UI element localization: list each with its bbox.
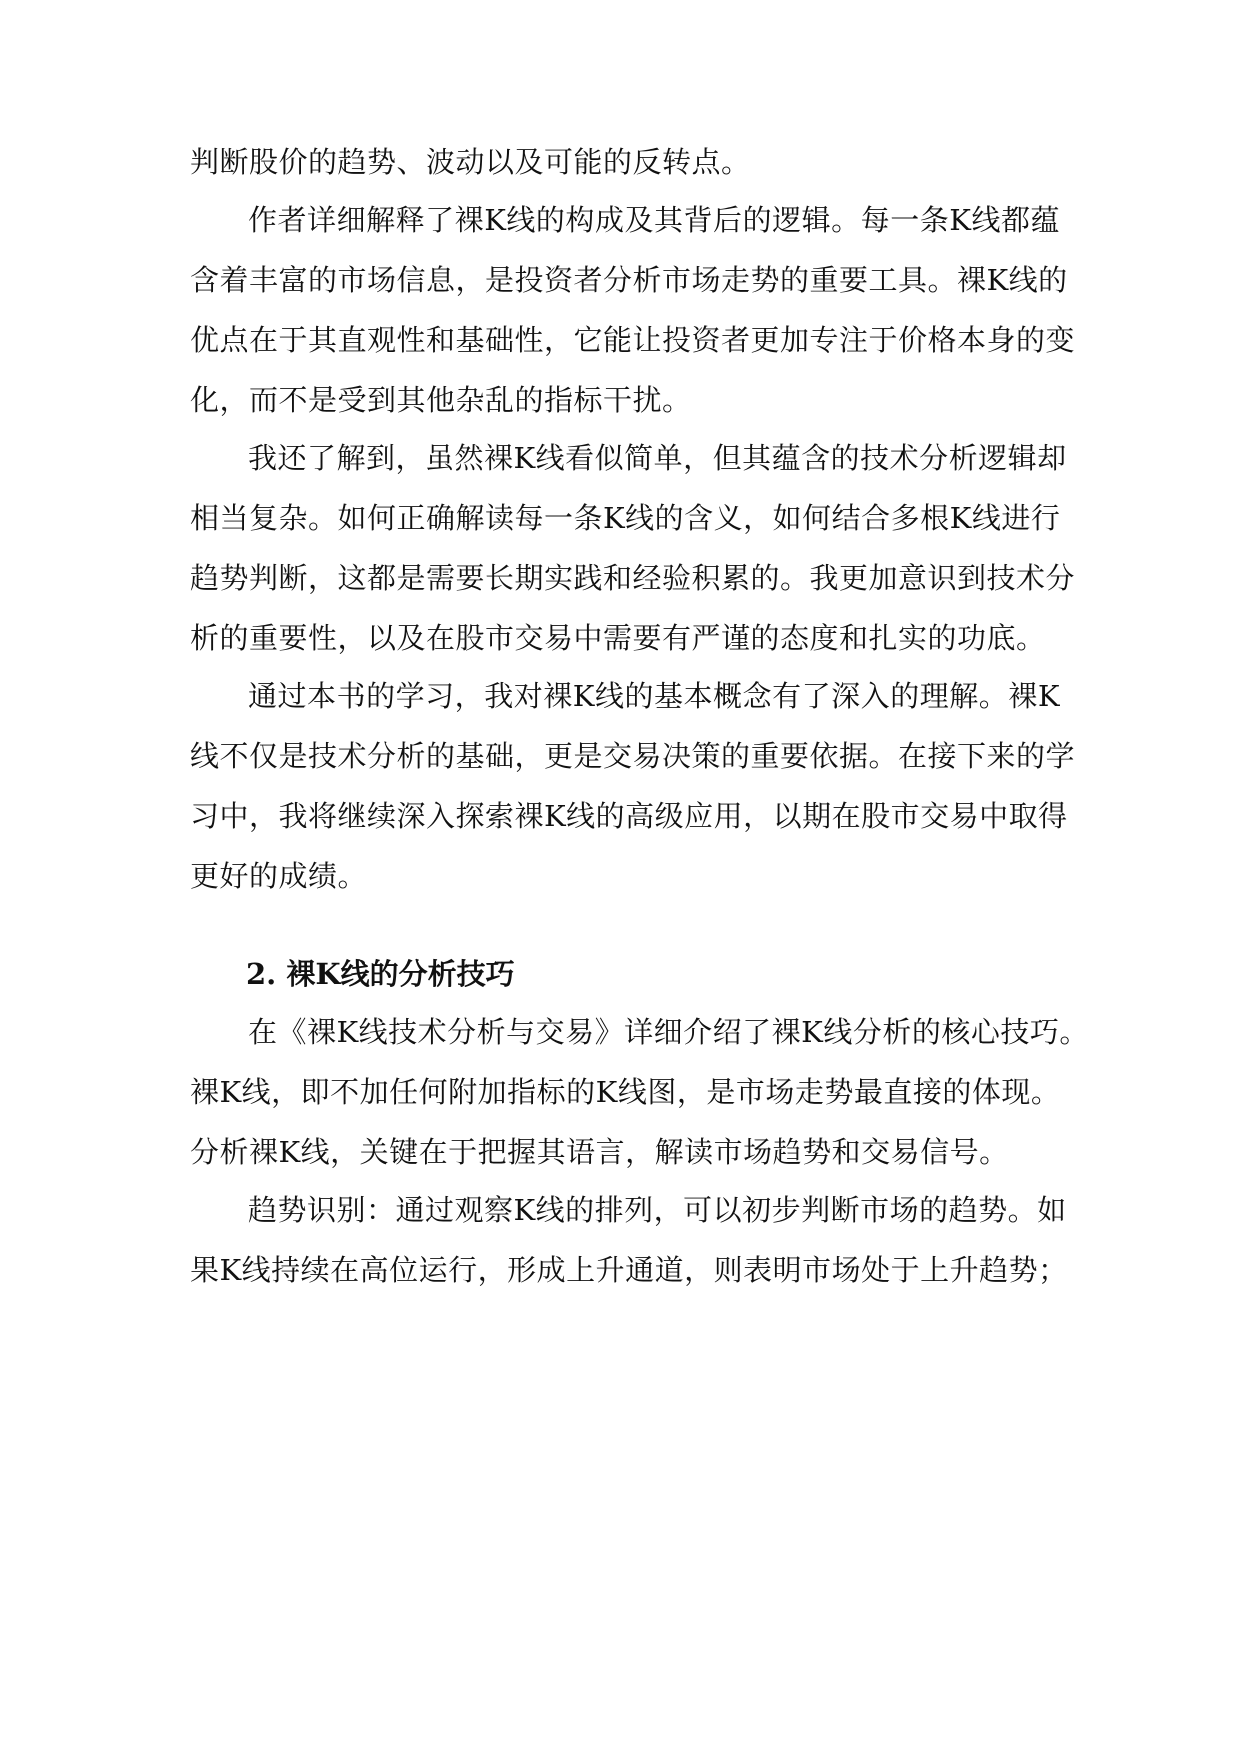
paragraph-4-line-1: 通过本书的学习，我对裸K线的基本概念有了深入的理解。裸K — [248, 679, 1060, 713]
paragraph-5-line-2: 裸K线，即不加任何附加指标的K线图，是市场走势最直接的体现。 — [190, 1075, 1061, 1109]
paragraph-6-line-2: 果K线持续在高位运行，形成上升通道，则表明市场处于上升趋势； — [190, 1253, 1068, 1287]
paragraph-3-line-2: 相当复杂。如何正确解读每一条K线的含义，如何结合多根K线进行 — [190, 501, 1061, 535]
paragraph-5-line-3: 分析裸K线，关键在于把握其语言，解读市场趋势和交易信号。 — [190, 1135, 1009, 1169]
paragraph-1-line-1: 判断股价的趋势、波动以及可能的反转点。 — [190, 145, 751, 179]
paragraph-2-line-3: 优点在于其直观性和基础性，它能让投资者更加专注于价格本身的变 — [190, 323, 1076, 357]
paragraph-3-line-3: 趋势判断，这都是需要长期实践和经验积累的。我更加意识到技术分 — [190, 561, 1076, 595]
paragraph-6-line-1: 趋势识别：通过观察K线的排列，可以初步判断市场的趋势。如 — [248, 1193, 1067, 1227]
paragraph-4-line-3: 习中，我将继续深入探索裸K线的高级应用，以期在股市交易中取得 — [190, 799, 1068, 833]
paragraph-4-line-2: 线不仅是技术分析的基础，更是交易决策的重要依据。在接下来的学 — [190, 739, 1076, 773]
paragraph-2-line-4: 化，而不是受到其他杂乱的指标干扰。 — [190, 383, 692, 417]
paragraph-5-line-1: 在《裸K线技术分析与交易》详细介绍了裸K线分析的核心技巧。 — [248, 1015, 1089, 1049]
section-heading: 2. 裸K线的分析技巧 — [246, 957, 515, 991]
paragraph-3-line-1: 我还了解到，虽然裸K线看似简单，但其蕴含的技术分析逻辑却 — [248, 441, 1067, 475]
paragraph-2-line-2: 含着丰富的市场信息，是投资者分析市场走势的重要工具。裸K线的 — [190, 263, 1068, 297]
paragraph-2-line-1: 作者详细解释了裸K线的构成及其背后的逻辑。每一条K线都蕴 — [248, 203, 1060, 237]
paragraph-3-line-4: 析的重要性，以及在股市交易中需要有严谨的态度和扎实的功底。 — [190, 621, 1046, 655]
paragraph-4-line-4: 更好的成绩。 — [190, 859, 368, 893]
